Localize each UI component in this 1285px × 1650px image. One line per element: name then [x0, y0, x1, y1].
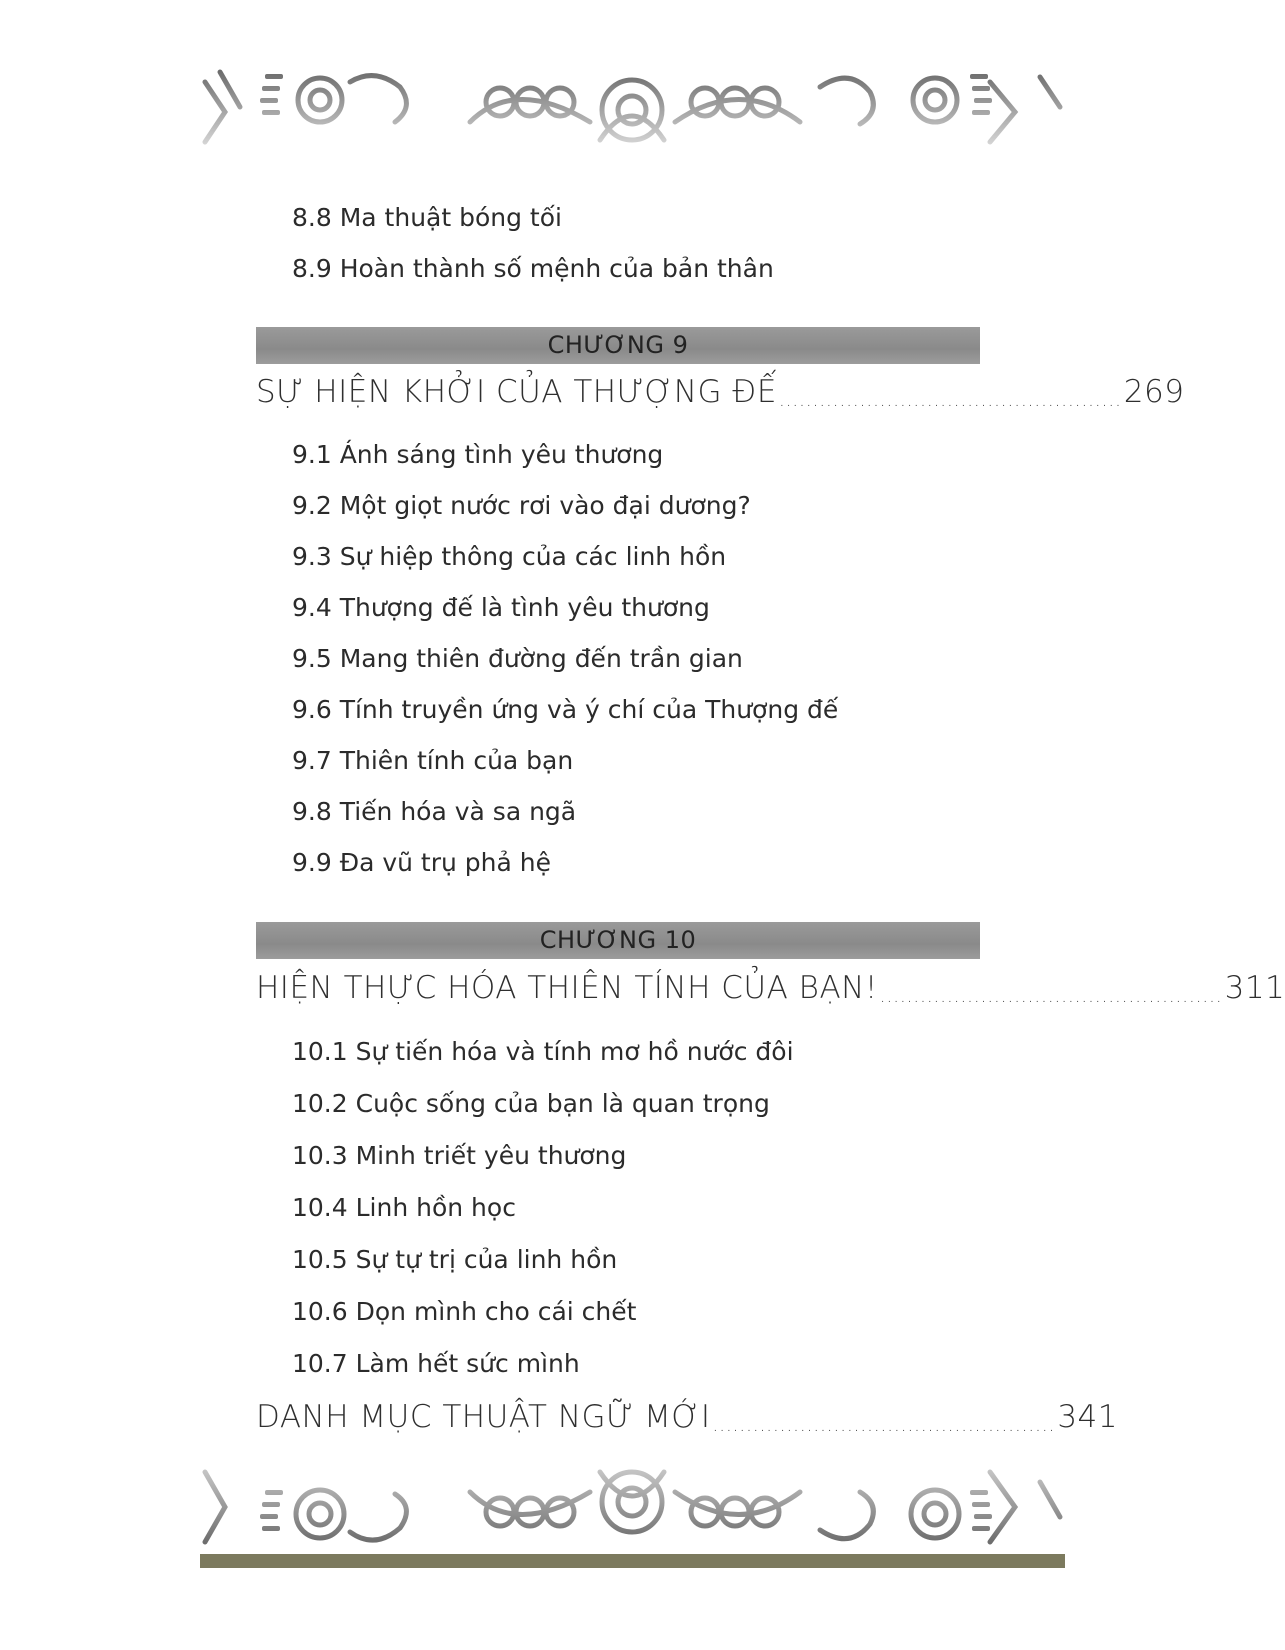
chapter-10-title-line — [256, 968, 1285, 1008]
chapter-10-title: HIỆN THỰC HÓA THIÊN TÍNH CỦA BẠN! — [256, 970, 878, 1006]
page-edge-strip — [200, 1554, 1065, 1568]
ornamental-swirl-band-icon — [200, 1462, 1065, 1568]
toc-entry: 10.1 Sự tiến hóa và tính mơ hồ nước đôi — [292, 1037, 794, 1066]
dot-leader: ................................................... — [879, 986, 1223, 1007]
toc-entry: 10.4 Linh hồn học — [292, 1193, 516, 1222]
chapter-10-heading-bar: CHƯƠNG 10 — [256, 922, 980, 959]
toc-entry: 10.3 Minh triết yêu thương — [292, 1141, 627, 1170]
glossary-title-line — [256, 1397, 1118, 1437]
chapter-9-page-number: 269 — [1123, 374, 1185, 410]
toc-entry: 9.8 Tiến hóa và sa ngã — [292, 797, 577, 826]
toc-entry: 10.6 Dọn mình cho cái chết — [292, 1297, 637, 1326]
toc-entry: 8.9 Hoàn thành số mệnh của bản thân — [292, 254, 774, 283]
toc-entry: 10.7 Làm hết sức mình — [292, 1349, 580, 1378]
chapter-9-heading-bar: CHƯƠNG 9 — [256, 327, 980, 364]
toc-entry: 9.5 Mang thiên đường đến trần gian — [292, 644, 743, 673]
bottom-ornament-band — [200, 1462, 1065, 1568]
chapter-9-title: SỰ HIỆN KHỞI CỦA THƯỢNG ĐẾ — [256, 374, 777, 410]
dot-leader: ................................................... — [778, 390, 1122, 411]
toc-entry: 9.9 Đa vũ trụ phả hệ — [292, 848, 552, 877]
toc-entry: 8.8 Ma thuật bóng tối — [292, 203, 562, 232]
toc-entry: 10.5 Sự tự trị của linh hồn — [292, 1245, 618, 1274]
toc-entry: 9.1 Ánh sáng tình yêu thương — [292, 440, 664, 469]
toc-entry: 9.3 Sự hiệp thông của các linh hồn — [292, 542, 727, 571]
toc-entry: 9.6 Tính truyền ứng và ý chí của Thượng đế — [292, 695, 839, 724]
glossary-page-number: 341 — [1057, 1399, 1118, 1435]
toc-entry: 9.2 Một giọt nước rơi vào đại dương? — [292, 491, 751, 520]
toc-entry: 9.4 Thượng đế là tình yêu thương — [292, 593, 710, 622]
dot-leader: ................................................... — [712, 1415, 1056, 1436]
toc-entry: 10.2 Cuộc sống của bạn là quan trọng — [292, 1089, 770, 1118]
glossary-title: DANH MỤC THUẬT NGỮ MỚI — [256, 1399, 711, 1435]
chapter-9-title-line — [256, 372, 1185, 412]
chapter-10-page-number: 311 — [1224, 970, 1285, 1006]
toc-entry: 9.7 Thiên tính của bạn — [292, 746, 574, 775]
